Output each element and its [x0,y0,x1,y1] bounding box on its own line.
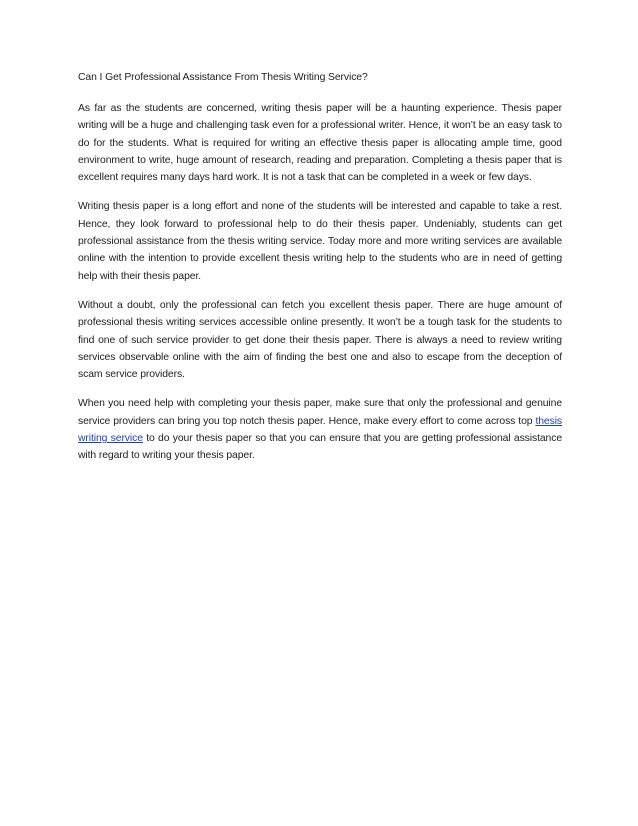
paragraph-4 [78,395,562,464]
paragraph-2: Writing thesis paper is a long effort and none of the students will be interested and capable to take a rest. Hence, they look forward to professional help to do their thesis paper. Undeniably, students can get professional assistance from the thesis writing service. Today more and more writing services are available online with the intention to provide excellent thesis writing help to the students who are in need of getting help with their thesis paper. [78,201,562,282]
document-body [78,70,562,477]
paragraph-4-after-link: to do your thesis paper so that you can ensure that you are getting professional assistance with regard to writing your thesis paper. [78,433,562,462]
paragraph-3: Without a doubt, only the professional can fetch you excellent thesis paper. There are huge amount of professional thesis writing services accessible online presently. It won’t be a tough task for the students to find one of such service provider to get done their thesis paper. There is always a need to review writing services observable online with the aim of finding the best one and also to escape from the deception of scam service providers. [78,299,562,381]
paragraph-1: As far as the students are concerned, writing thesis paper will be a haunting experience. Thesis paper writing will be a huge and challenging task even for a professional writer. Hence, it won’t be an easy task to do for the students. What is required for writing an effective thesis paper is allocating ample time, good environment to write, huge amount of research, reading and preparation. Completing a thesis paper that is excellent requires many days hard work. It is not a task that can be completed in a week or few days. [78,103,562,184]
document-title: Can I Get Professional Assistance From Thesis Writing Service? [78,72,368,83]
thesis-writing-service-link[interactable]: thesis writing service [78,415,562,445]
paragraph-4-before-link: When you need help with completing your thesis paper, make sure that only the professional and genuine service providers can bring you top notch thesis paper. Hence, make every effort to come across top [78,398,562,427]
